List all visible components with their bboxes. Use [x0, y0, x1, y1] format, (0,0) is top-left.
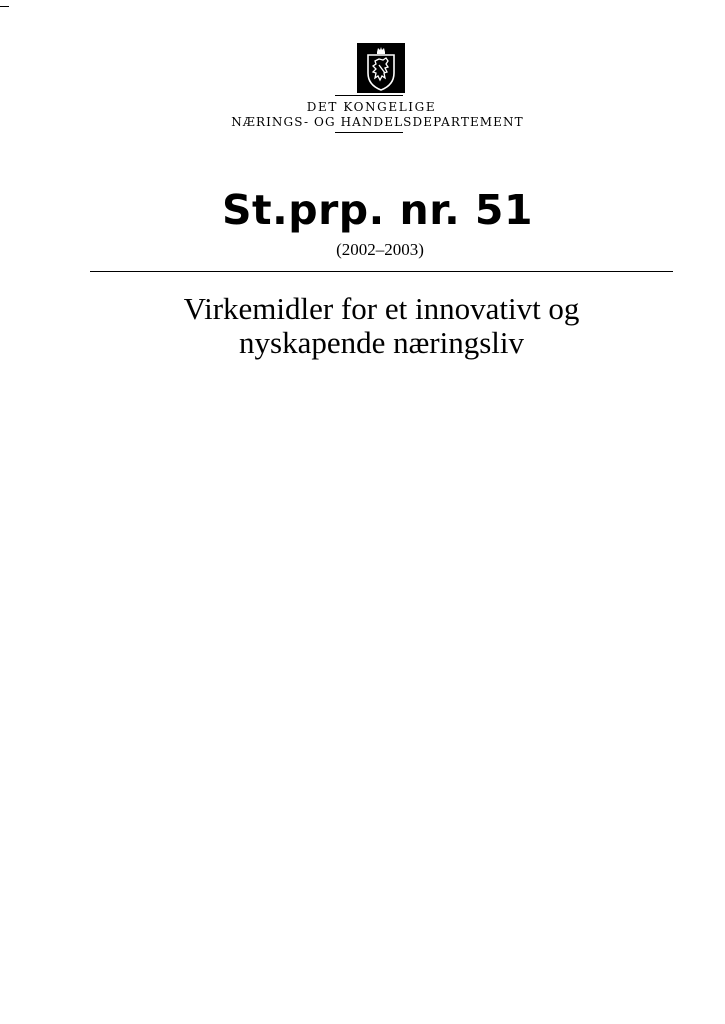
session-years: (2002–2003)	[336, 240, 424, 259]
title-divider	[90, 271, 673, 272]
document-title: St.prp. nr. 51	[222, 186, 533, 234]
lion-shield-icon	[357, 43, 405, 93]
department-rule-top	[335, 95, 403, 96]
department-name-line1: DET KONGELIGE	[306, 100, 437, 114]
document-subtitle	[90, 292, 673, 360]
department-rule-bottom	[335, 132, 403, 133]
crop-mark	[0, 6, 9, 7]
subtitle-line-2: nyskapende næringsliv	[239, 325, 524, 360]
subtitle-line-1: Virkemidler for et innovativt og	[183, 291, 580, 326]
department-name-line2: NÆRINGS- OG HANDELSDEPARTEMENT	[231, 115, 524, 129]
coat-of-arms-icon	[357, 43, 405, 93]
